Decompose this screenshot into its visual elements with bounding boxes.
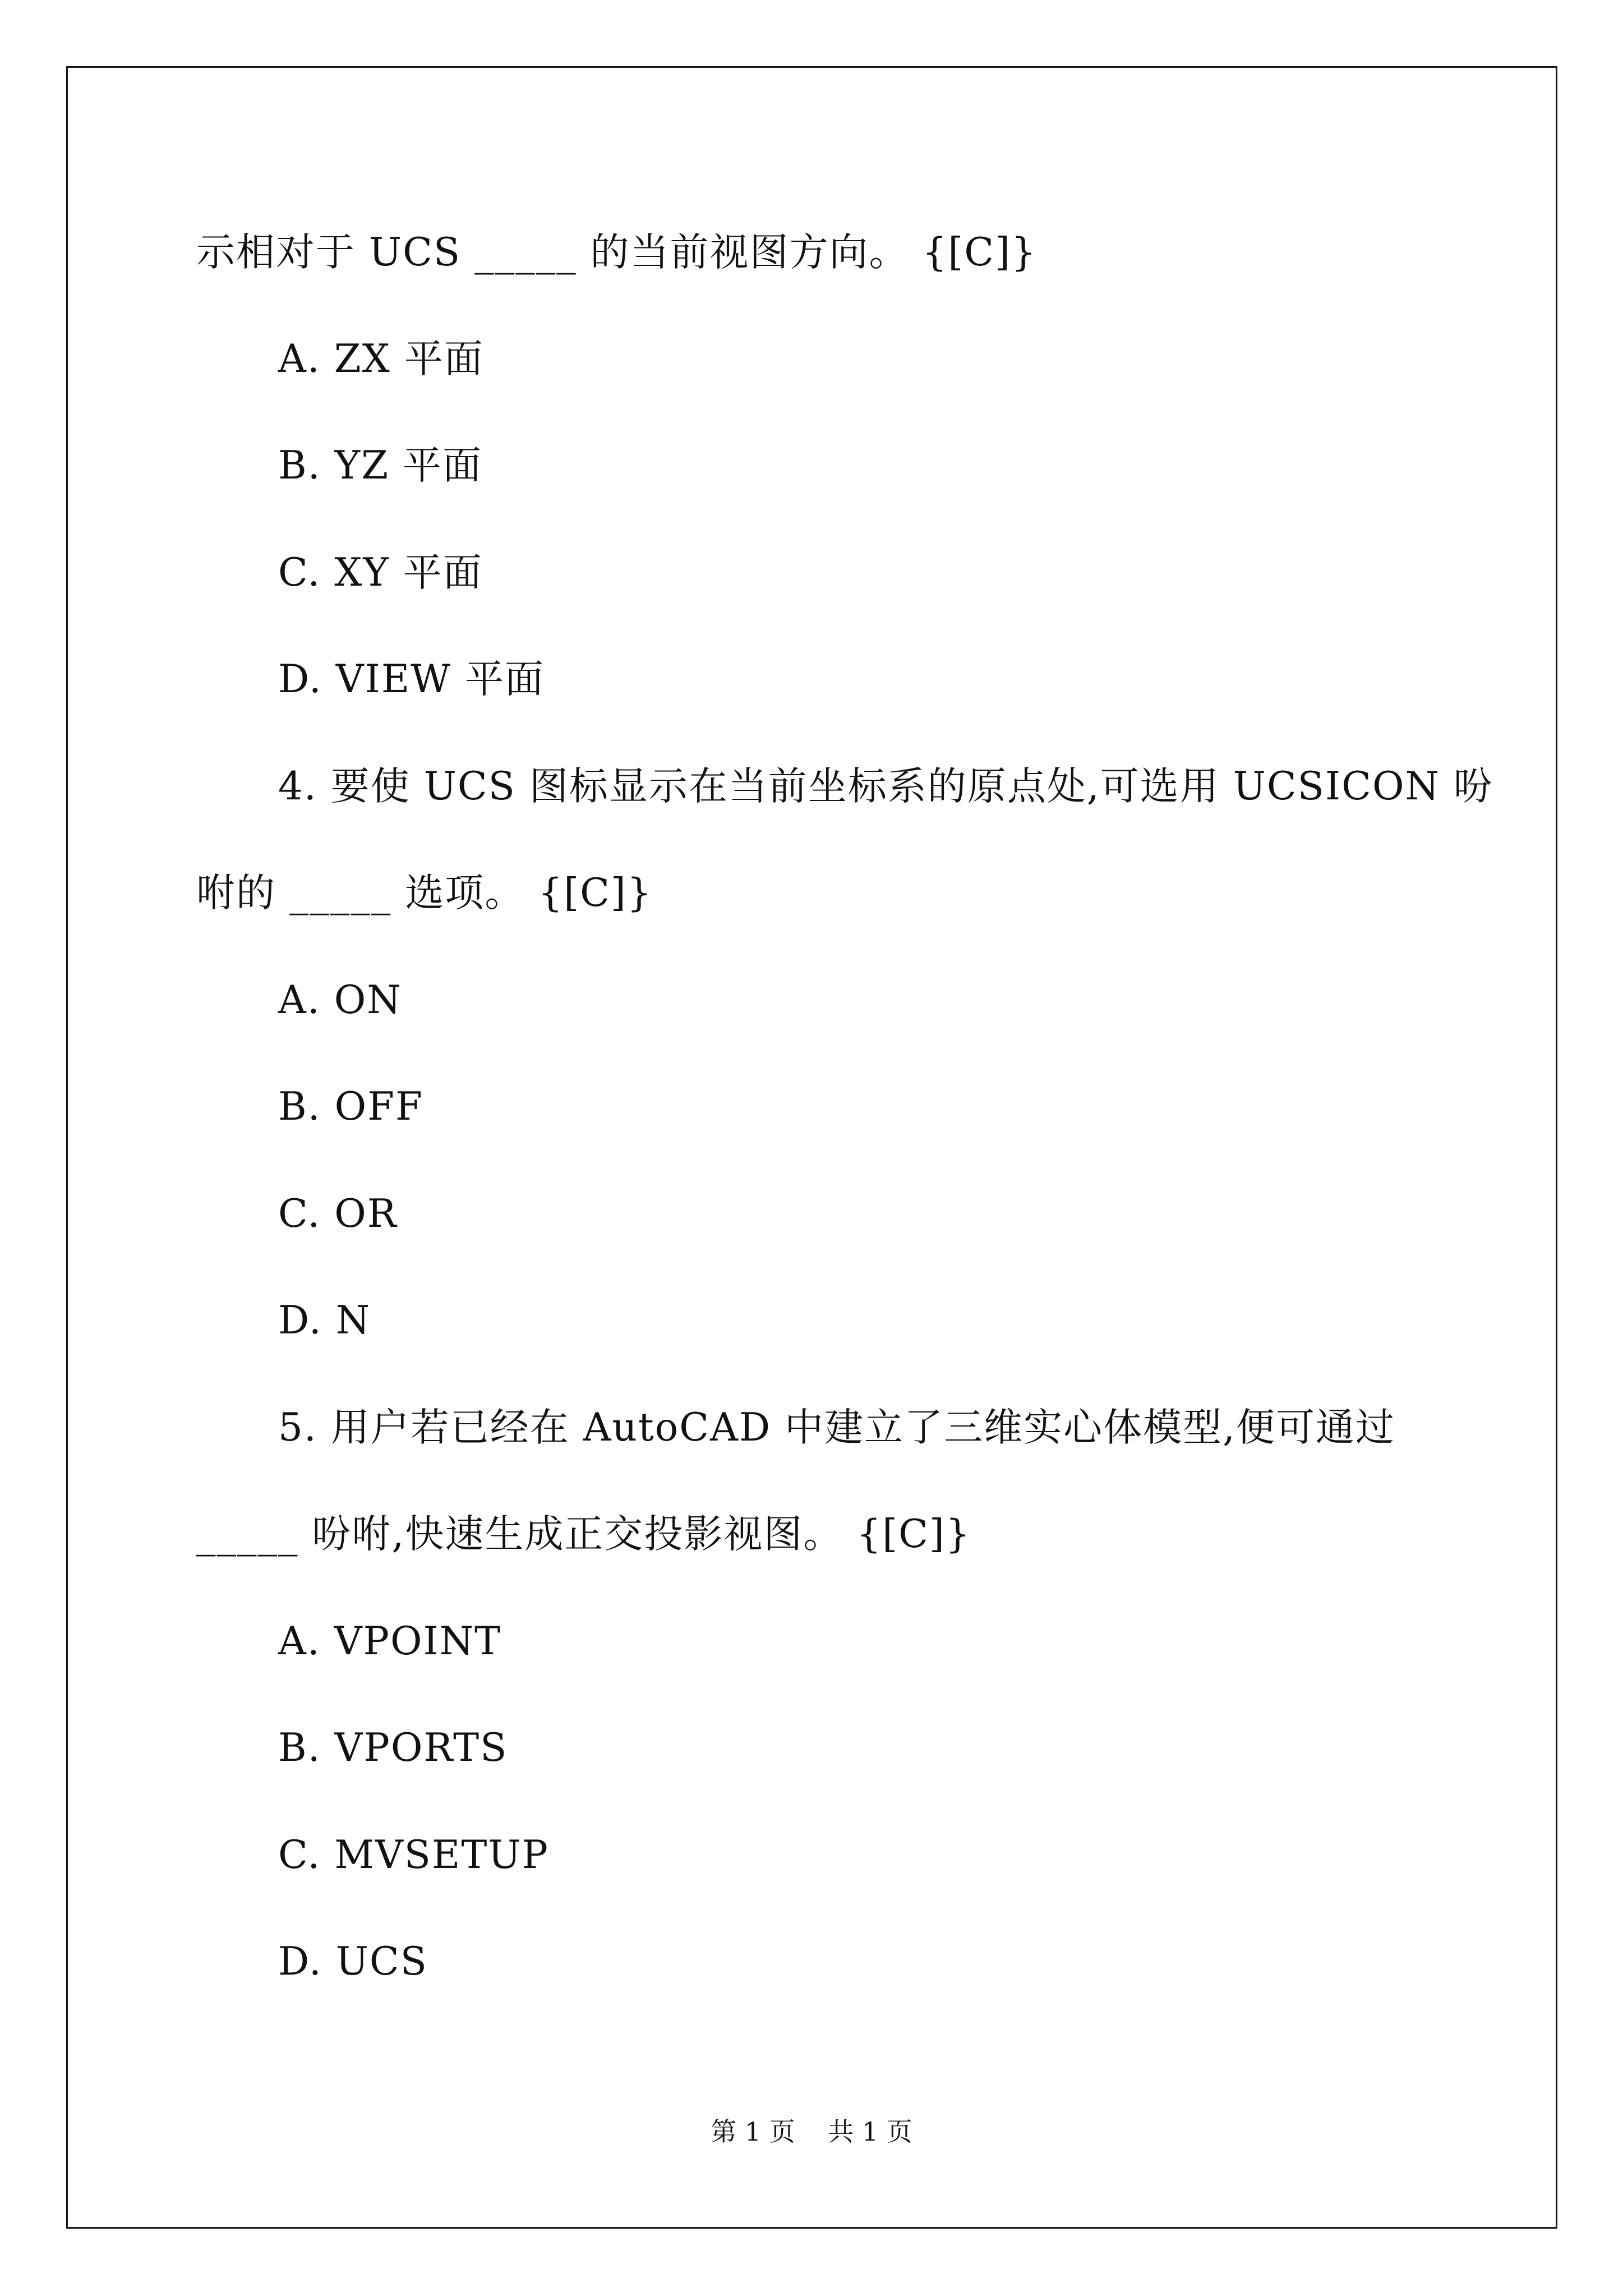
question-line: 4. 要使 UCS 图标显示在当前坐标系的原点处,可选用 UCSICON 吩: [278, 764, 1493, 809]
option-line: C. XY 平面: [278, 550, 483, 595]
option-line: B. OFF: [278, 1084, 423, 1129]
option-line: D. N: [278, 1298, 371, 1343]
option-line: A. VPOINT: [278, 1619, 502, 1664]
page-border: [66, 66, 1557, 2229]
page-number-footer: 第 1 页 共 1 页: [711, 2116, 912, 2147]
text-line: _____ 吩咐,快速生成正交投影视图。 {[C]}: [196, 1512, 971, 1557]
option-line: C. MVSETUP: [278, 1833, 549, 1878]
option-line: B. YZ 平面: [278, 443, 482, 488]
option-line: C. OR: [278, 1191, 398, 1236]
option-line: B. VPORTS: [278, 1726, 508, 1770]
option-line: A. ZX 平面: [278, 337, 484, 381]
text-line: 咐的 _____ 选项。 {[C]}: [196, 871, 653, 915]
option-line: D. VIEW 平面: [278, 657, 545, 702]
option-line: D. UCS: [278, 1939, 428, 1984]
question-line: 5. 用户若已经在 AutoCAD 中建立了三维实心体模型,便可通过: [278, 1405, 1396, 1450]
text-line: 示相对于 UCS _____ 的当前视图方向。 {[C]}: [196, 230, 1037, 275]
option-line: A. ON: [278, 978, 402, 1023]
